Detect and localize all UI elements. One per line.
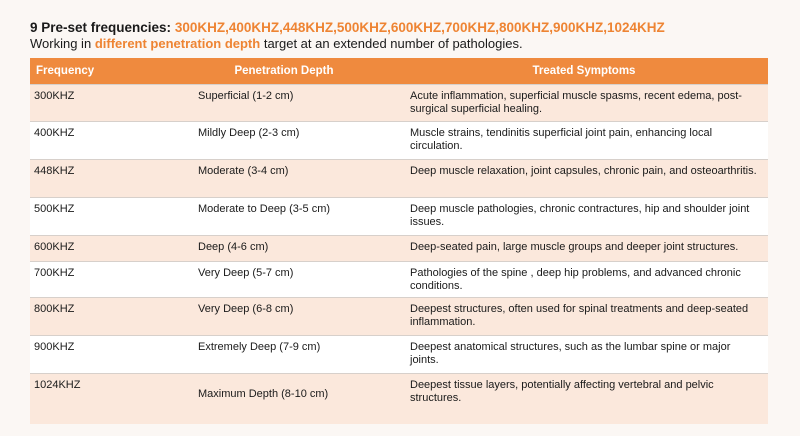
symptoms-cell: Pathologies of the spine , deep hip problems, and advanced chronic conditions. <box>400 262 768 298</box>
table-header-row <box>30 58 768 85</box>
table-row <box>30 122 768 160</box>
column-header-depth: Penetration Depth <box>168 58 400 85</box>
frequency-cell: 448KHZ <box>30 160 168 198</box>
symptoms-cell: Acute inflammation, superficial muscle spasms, recent edema, post-surgical superficial healing. <box>400 85 768 122</box>
depth-cell: Moderate to Deep (3-5 cm) <box>168 198 400 236</box>
symptoms-cell: Muscle strains, tendinitis superficial joint pain, enhancing local circulation. <box>400 122 768 160</box>
symptoms-cell: Deep-seated pain, large muscle groups and deeper joint structures. <box>400 236 768 262</box>
symptoms-cell: Deepest structures, often used for spinal treatments and deep-seated inflammation. <box>400 298 768 336</box>
table-row <box>30 236 768 262</box>
depth-cell: Very Deep (6-8 cm) <box>168 298 400 336</box>
frequency-list: 300KHZ,400KHZ,448KHZ,500KHZ,600KHZ,700KHZ,800KHZ,900KHZ,1024KHZ <box>174 20 665 35</box>
depth-cell: Very Deep (5-7 cm) <box>168 262 400 298</box>
column-header-symptoms: Treated Symptoms <box>400 58 768 85</box>
subtitle <box>30 36 768 52</box>
column-header-frequency: Frequency <box>30 58 168 85</box>
subtitle-accent: different penetration depth <box>94 36 261 51</box>
symptoms-cell: Deepest tissue layers, potentially affecting vertebral and pelvic structures. <box>400 374 768 425</box>
depth-cell: Deep (4-6 cm) <box>168 236 400 262</box>
depth-cell: Superficial (1-2 cm) <box>168 85 400 122</box>
depth-cell: Extremely Deep (7-9 cm) <box>168 336 400 374</box>
depth-cell: Moderate (3-4 cm) <box>168 160 400 198</box>
frequency-info-panel <box>30 20 768 424</box>
frequency-cell: 700KHZ <box>30 262 168 298</box>
symptoms-cell: Deepest anatomical structures, such as the lumbar spine or major joints. <box>400 336 768 374</box>
table-row <box>30 85 768 122</box>
frequency-table <box>30 58 768 424</box>
frequency-cell: 900KHZ <box>30 336 168 374</box>
frequency-cell: 400KHZ <box>30 122 168 160</box>
frequency-cell: 1024KHZ <box>30 374 168 425</box>
subtitle-post: target at an extended number of pathologies. <box>263 36 523 51</box>
symptoms-cell: Deep muscle pathologies, chronic contractures, hip and shoulder joint issues. <box>400 198 768 236</box>
table-row <box>30 262 768 298</box>
subtitle-pre: Working in <box>30 36 92 51</box>
frequency-cell: 300KHZ <box>30 85 168 122</box>
frequency-cell: 500KHZ <box>30 198 168 236</box>
table-row <box>30 374 768 425</box>
table-row <box>30 336 768 374</box>
table-row <box>30 160 768 198</box>
frequency-cell: 600KHZ <box>30 236 168 262</box>
symptoms-cell: Deep muscle relaxation, joint capsules, chronic pain, and osteoarthritis. <box>400 160 768 198</box>
frequency-cell: 800KHZ <box>30 298 168 336</box>
page-title <box>30 20 768 36</box>
table-row <box>30 198 768 236</box>
depth-cell: Maximum Depth (8-10 cm) <box>168 374 400 425</box>
title-label: 9 Pre-set frequencies: <box>30 20 172 35</box>
table-row <box>30 298 768 336</box>
depth-cell: Mildly Deep (2-3 cm) <box>168 122 400 160</box>
